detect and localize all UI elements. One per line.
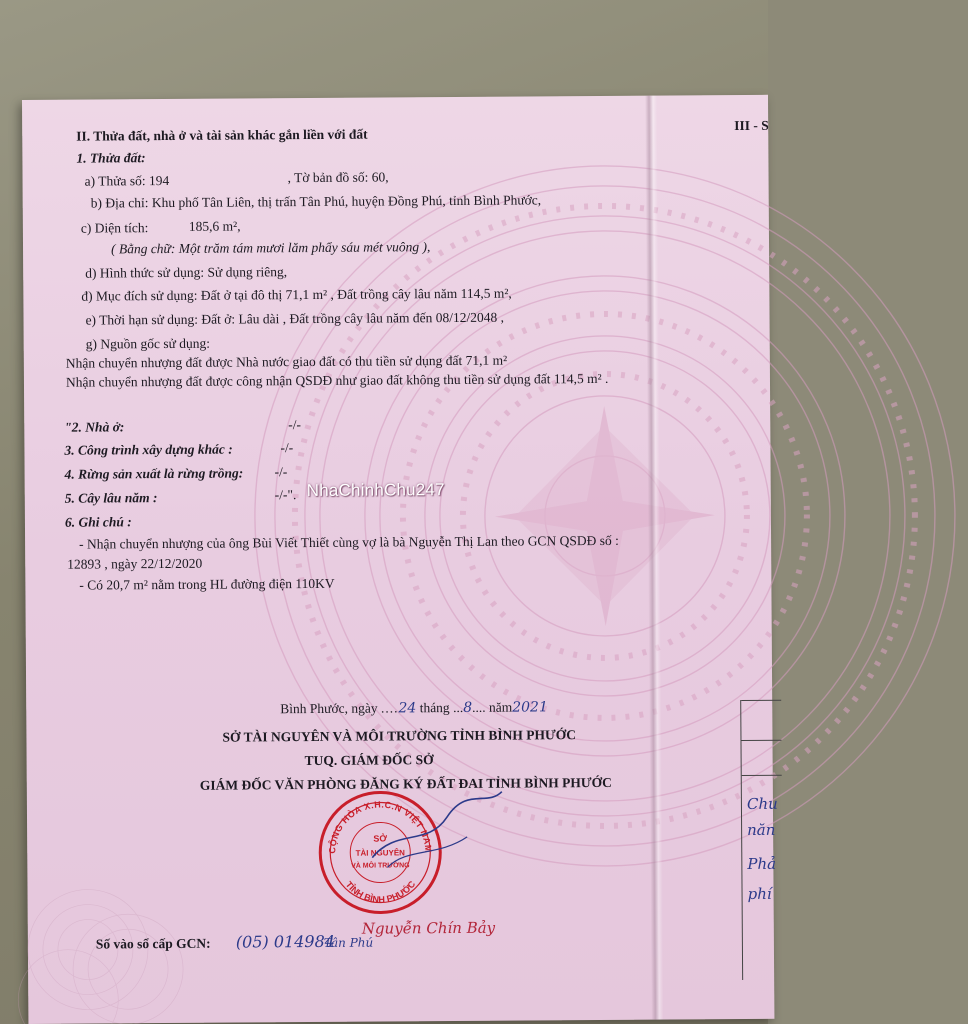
land-d-form: d) Hình thức sử dụng: Sử dụng riêng, xyxy=(85,264,288,281)
seal-outer-text: CỘNG HÒA X.H.C.N VIỆT NAM xyxy=(327,799,434,854)
notes-label: 6. Ghi chú : xyxy=(64,514,132,530)
seal-center-bottom: VÀ MÔI TRƯỜNG xyxy=(351,862,410,870)
construction-label: 3. Công trình xây dựng khác : xyxy=(64,441,233,458)
note-1-line1: - Nhận chuyển nhượng của ông Bùi Viết Thiết cùng vợ là bà Nguyễn Thị Lan theo GCN QSDĐ số : xyxy=(79,532,619,552)
date-prefix: Bình Phước, ngày xyxy=(280,700,378,717)
note-2: - Có 20,7 m² nằm trong HL đường điện 110KV xyxy=(79,575,335,593)
signing-proxy: TUQ. GIÁM ĐỐC SỞ xyxy=(304,752,434,769)
right-hand-2: năn xyxy=(747,820,776,839)
land-g-origin: g) Nguồn gốc sử dụng: xyxy=(85,335,211,352)
register-number: (05) 014984 xyxy=(235,931,335,952)
house-value: -/- xyxy=(288,417,302,433)
trees-value: -/-". xyxy=(274,487,297,503)
land-e-duration: e) Thời hạn sử dụng: Đất ở: Lâu dài , Đất trồng cây lâu năm đến 08/12/2048 , xyxy=(85,309,504,328)
forest-value: -/- xyxy=(274,464,288,480)
land-a-parcel: a) Thửa số: 194 xyxy=(84,172,170,189)
seal-center-top: SỞ xyxy=(373,833,388,844)
date-day: 24 xyxy=(398,700,417,717)
right-panel-table xyxy=(740,700,783,980)
signing-date: Bình Phước, ngày ....24 tháng ...8.... năm2021 xyxy=(280,699,548,717)
land-c-label: c) Diện tích: xyxy=(80,220,149,236)
month-prefix: tháng xyxy=(419,700,450,716)
page-fold xyxy=(645,96,663,1020)
register-label: Số vào sổ cấp GCN: xyxy=(95,935,211,952)
signature-scribble xyxy=(367,787,508,878)
land-c-value: 185,6 m², xyxy=(188,218,241,234)
watermark: NhaChinhChu247 xyxy=(306,480,445,501)
year-prefix: năm xyxy=(488,699,513,715)
land-heading: 1. Thửa đất: xyxy=(76,150,146,166)
right-hand-1: Chu xyxy=(746,794,778,813)
signer-name: Nguyễn Chín Bảy xyxy=(361,918,496,938)
date-year: 2021 xyxy=(512,699,548,716)
seal-center-mid: TÀI NGUYÊN xyxy=(355,848,405,858)
right-hand-3: Phả xyxy=(747,854,777,873)
land-origin-line2: Nhận chuyển nhượng đất được công nhận QSDĐ như giao đất không thu tiền sử dụng đất 114,5 m² . xyxy=(65,370,609,390)
guilloche-pattern xyxy=(27,798,329,1024)
seal-bottom-text: TỈNH BÌNH PHƯỚC xyxy=(343,879,418,905)
construction-value: -/- xyxy=(280,440,294,456)
section-title: II. Thửa đất, nhà ở và tài sản khác gắn liền với đất xyxy=(76,126,368,144)
date-month: 8 xyxy=(463,699,473,716)
land-dd-purpose: đ) Mục đích sử dụng: Đất ở tại đô thị 71,1 m² , Đất trồng cây lâu năm 114,5 m², xyxy=(81,285,512,304)
note-1-line2: 12893 , ngày 22/12/2020 xyxy=(67,555,203,572)
land-a-map: , Tờ bản đồ số: 60, xyxy=(287,169,389,186)
signing-role: GIÁM ĐỐC VĂN PHÒNG ĐĂNG KÝ ĐẤT ĐAI TỈNH BÌNH PHƯỚC xyxy=(199,774,612,793)
signing-org: SỞ TÀI NGUYÊN VÀ MÔI TRƯỜNG TỈNH BÌNH PHƯỚC xyxy=(222,727,577,745)
house-label: "2. Nhà ở: xyxy=(64,419,125,435)
trees-label: 5. Cây lâu năm : xyxy=(64,490,158,506)
land-c-words: ( Bằng chữ: Một trăm tám mươi lăm phẩy sáu mét vuông ), xyxy=(110,239,431,257)
land-b-address: b) Địa chỉ: Khu phố Tân Liên, thị trấn Tân Phú, huyện Đồng Phú, tỉnh Bình Phước, xyxy=(90,192,542,211)
drum-pattern xyxy=(242,153,967,878)
land-origin-line1: Nhận chuyển nhượng đất được Nhà nước giao đất có thu tiền sử dụng đất 71,1 m² xyxy=(65,352,508,371)
register-suffix: Tân Phú xyxy=(323,935,374,950)
next-section-title: III - S xyxy=(734,117,769,134)
forest-label: 4. Rừng sản xuất là rừng trồng: xyxy=(64,465,244,482)
certificate-page xyxy=(22,95,778,1024)
right-hand-4: phí xyxy=(747,884,772,903)
